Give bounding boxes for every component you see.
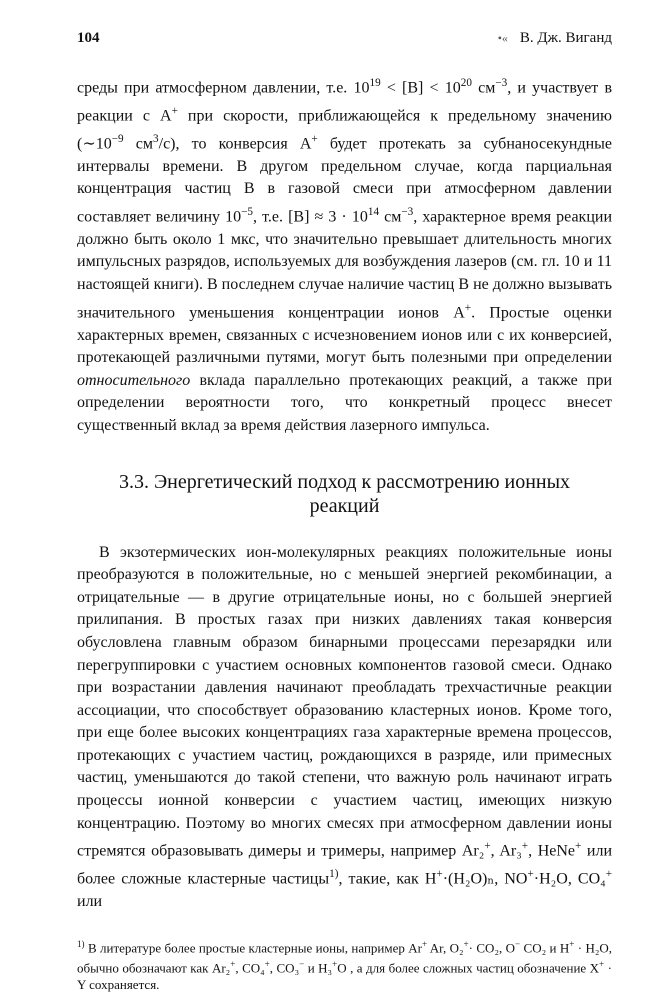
footnote: $^{1)}$ В литературе более простые кластерные ионы, например Ar+ Ar, O₂+· CO₂, O− CO₂ и H+ · H₂O, обычно обозначают как Ar₂+, CO₄+, CO₃− и H₃+O , а для более сложных частиц обозначение X+ · Y сохраняется.	[77, 938, 613, 993]
author-name: В. Дж. Виганд	[519, 30, 612, 46]
running-head	[498, 30, 612, 47]
book-page	[77, 30, 612, 993]
printer-mark: •«	[497, 31, 508, 45]
footnote-marker: 1)	[77, 938, 85, 949]
page-header	[77, 30, 612, 60]
page-number: 104	[77, 30, 100, 46]
section-title-line-2: реакций	[309, 494, 380, 517]
section-title-line-1: 3.3. Энергетический подход к рассмотрению ионных	[118, 470, 571, 493]
paragraph-2: В экзотермических ион-молекулярных реакциях положительные ионы преобразуются в положительные, но с меньшей энергией рекомбинации, а отрицательные — в другие отрицательные ионы, но с большей энергией прилипания. В простых газах при низких давлениях такая конверсия обусловлена главным образом бинарными процессами перезарядки или перегруппировки с участием основных компонентов газовой смеси. Однако при возрастании давления начинают преобладать трехчастичные реакции ассоциации, что способствует образованию кластерных ионов. Кроме того, при еще более высоких концентрациях газа характерные времена процессов, протекающих с участием частиц, рождающихся в разряде, или примесных частиц, уменьшаются до такой степени, что важную роль начинают играть процессы ионной конверсии с участием частиц, имеющих низкую концентрацию. Поэтому во многих смесях при атмосферном давлении ионы стремятся образовывать димеры и тримеры, например Ar₂+, Ar₃+, HeNe+ или более сложные кластерные частицы$^{1)}$, такие, как H+·(H₂O)ₙ, NO+·H₂O, CO₄+ или	[77, 543, 613, 911]
paragraph-1: среды при атмосферном давлении, т.е. $10^{19} < [B] < 10^{20}$ $см^{-3}$, и участвует в реакции с A+ при скорости, приближающейся к предельному значению ($\sim 10^{-9}$ $см^3/с$), то конверсия A+ будет протекать за субнаносекундные интервалы времени. В другом предельном случае, когда парциальная концентрация частиц B в газовой смеси при атмосферном давлении составляет величину $10^{-5}$, т.е. $[B] \approx 3 \cdot 10^{14}$ $см^{-3}$, характерное время реакции должно быть около 1 мкс, что значительно превышает длительность многих импульсных разрядов, используемых для возбуждения лазеров (см. гл. 10 и 11 настоящей книги). В последнем случае наличие частиц B не должно вызывать значительного уменьшения концентрации ионов A+. Простые оценки характерных времен, связанных с исчезновением ионов или с их конверсией, протекающей различными путями, могут быть полезными при определении относительного вклада параллельно протекающих реакций, а также при определении вероятности того, что конкретный процесс внесет существенный вклад за время действия лазерного импульса.	[77, 77, 613, 434]
section-heading	[77, 470, 612, 518]
footnote-ref: 1)	[329, 868, 339, 881]
emphasis-relative: относительного	[77, 371, 191, 389]
